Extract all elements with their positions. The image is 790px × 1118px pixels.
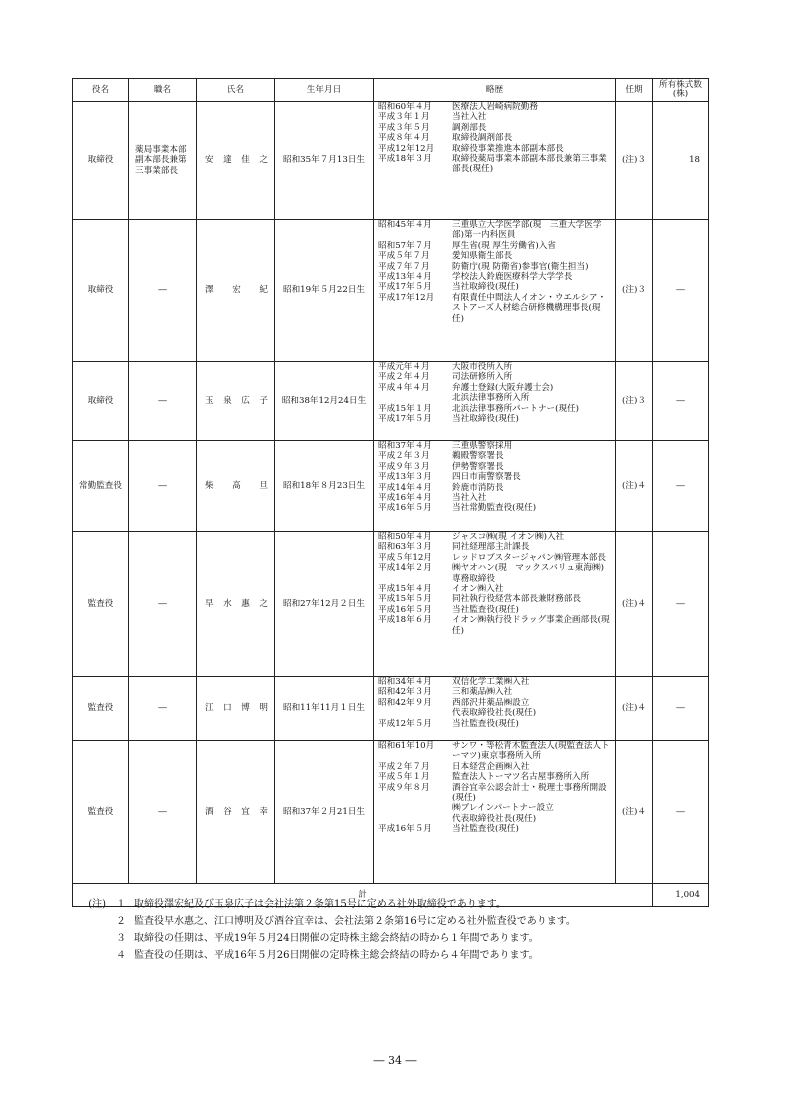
career-date: 平成２年７月 [378,761,430,772]
career-text: 当社監査役(現任) [452,604,519,615]
career-text: 弁護士登録(大阪弁護士会) [452,382,554,393]
table-row [73,362,709,441]
shares-cell: ― [653,220,709,362]
note-item [84,930,576,947]
career-date: 平成２年４月 [378,372,430,383]
name-char: 泉 [223,395,232,406]
career-entry [378,483,615,493]
career-entry [378,241,615,251]
career-text: 同社執行役経営本部長兼財務部長 [452,594,581,605]
career-date: 平成16年５月 [378,604,432,615]
career-text: 三重県警察採用 [452,441,513,451]
career-entry [378,698,615,708]
career-date: 昭和60年４月 [378,102,432,112]
title-cell: ― [129,741,197,884]
name-char: 博 [241,703,250,714]
career-entry [378,362,615,372]
career-text: 代表取締役社長(現任) [452,708,537,719]
career-entry [378,783,615,804]
header-birth: 生年月日 [275,79,374,102]
title-cell: ― [129,441,197,532]
career-date: 平成２年３月 [378,451,430,462]
career-text: 双信化学工業㈱入社 [452,677,530,687]
name-cell [197,220,275,362]
term-cell: (注)３ [616,102,653,220]
career-entry [378,719,615,729]
career-text: 取締役薬局事業本部副本部長兼第三事業部長(現任) [452,154,607,175]
career-date [378,803,452,813]
career-entry [378,472,615,482]
note-number: ２ [116,916,126,927]
note-item [84,947,576,964]
name-characters [197,599,274,609]
career-entry [378,542,615,552]
career-entry [378,772,615,782]
name-char: 達 [223,155,232,166]
name-characters [197,396,274,406]
career-text: 代表取締役社長(現任) [452,813,537,824]
career-text: ㈱ヤオハン(現 マックスバリュ東海㈱)専務取締役 [452,563,604,584]
name-characters [197,155,274,165]
career-text: 当社監査役(現任) [452,718,519,729]
career-date: 昭和37年４月 [378,441,432,451]
name-cell [197,362,275,441]
role-cell: 取締役 [73,102,129,220]
officers-table-wrapper [72,78,708,907]
note-text: 取締役の任期は、平成19年５月24日開催の定時株主総会終結の時から１年間であります。 [134,933,539,944]
career-text: 取締役事業推進本部副本部長 [452,143,564,154]
career-date: 昭和57年７月 [378,240,432,251]
name-char: 玉 [205,395,214,406]
career-text: ジャスコ㈱(現 イオン㈱)入社 [452,532,565,542]
name-char: 明 [259,703,268,714]
term-cell: (注)４ [616,441,653,532]
header-career: 略歴 [374,79,616,102]
career-date: 平成16年５月 [378,503,432,514]
career-text: 大阪市役所入所 [452,362,513,372]
career-entry [378,144,615,154]
career-date [378,708,452,718]
career-text: 日本経営企画㈱入社 [452,761,530,772]
career-entry [378,441,615,451]
career-date: 昭和42年３月 [378,687,432,698]
career-entry [378,762,615,772]
career-text: 当社監査役(現任) [452,824,519,835]
career-entry [378,282,615,292]
name-char: 酒 [205,806,214,817]
name-char: 谷 [223,806,232,817]
birth-cell: 昭和38年12月24日生 [275,362,374,441]
career-entry [378,553,615,563]
name-cell [197,741,275,884]
career-date: 昭和34年４月 [378,677,432,687]
career-entry [378,563,615,584]
header-name: 氏名 [197,79,275,102]
career-entry [378,803,615,813]
career-text: イオン㈱入社 [452,584,504,595]
shares-cell: ― [653,741,709,884]
term-cell: (注)３ [616,220,653,362]
career-entry [378,251,615,261]
title-cell: ― [129,677,197,741]
officers-table [72,78,709,907]
name-char: 之 [259,598,268,609]
career-entry [378,741,615,762]
note-item [84,913,576,930]
career-entry [378,503,615,513]
total-label: 計 [73,884,653,907]
title-cell: ― [129,362,197,441]
career-date: 平成16年４月 [378,493,432,504]
role-cell: 監査役 [73,532,129,677]
career-text: 取締役調剤部長 [452,133,513,144]
role-cell: 取締役 [73,220,129,362]
career-text: 有限責任中間法人イオン・ウエルシア・ストアーズ人材総合研修機構理事長(現任) [452,292,607,324]
career-text: 当社常勤監査役(現任) [452,503,537,514]
career-date: 平成12年12月 [378,143,435,154]
name-char: 安 [205,155,214,166]
career-entry [378,404,615,414]
career-date: 昭和42年９月 [378,697,432,708]
note-number: ３ [116,933,126,944]
role-cell: 監査役 [73,677,129,741]
role-cell: 常勤監査役 [73,441,129,532]
career-entry [378,112,615,122]
career-entry [378,615,615,636]
birth-cell: 昭和27年12月２日生 [275,532,374,677]
name-char: 佳 [241,155,250,166]
career-text: 三重県立大学医学部(現 三重大学医学部)第一内科医員 [452,220,602,241]
career-cell [374,102,616,220]
career-entry [378,154,615,175]
career-text: イオン㈱執行役ドラッグ事業企画部長(現任) [452,615,610,636]
career-cell [374,362,616,441]
career-text: 当社入社 [452,112,487,123]
name-characters [197,285,274,295]
career-date: 平成15年５月 [378,594,432,605]
career-date: 昭和61年10月 [378,741,435,751]
career-entry [378,708,615,718]
career-text: 当社取締役(現任) [452,414,519,425]
career-entry [378,262,615,272]
name-char: 子 [259,395,268,406]
table-row [73,102,709,220]
career-date: 平成14年４月 [378,482,432,493]
term-cell: (注)４ [616,677,653,741]
career-entry [378,462,615,472]
name-characters [197,481,274,491]
career-text: 北浜法律事務所パートナー(現任) [452,403,580,414]
total-shares: 1,004 [653,884,709,907]
career-text: 愛知県衛生部長 [452,251,513,262]
career-date: 昭和63年３月 [378,542,432,553]
career-date: 平成17年５月 [378,414,432,425]
note-text: 監査役早水惠之、江口博明及び酒谷宜幸は、会社法第２条第16号に定める社外監査役であります。 [134,916,576,927]
career-date: 平成４年４月 [378,382,430,393]
name-char: 髙 [232,480,241,491]
career-entry [378,677,615,687]
name-cell [197,677,275,741]
career-cell [374,220,616,362]
name-characters [197,703,274,713]
career-date: 昭和45年４月 [378,220,432,230]
career-text: サンワ・等松青木監査法人(現監査法人トーマツ)東京事務所入所 [452,741,610,762]
career-date: 昭和50年４月 [378,532,432,542]
name-char: 広 [241,395,250,406]
header-title: 職名 [129,79,197,102]
birth-cell: 昭和11年11月１日生 [275,677,374,741]
title-cell: ― [129,220,197,362]
note-text: 取締役澤宏紀及び玉泉広子は会社法第２条第15号に定める社外取締役であります。 [134,899,506,910]
career-entry [378,594,615,604]
career-text: 当社入社 [452,493,487,504]
header-term: 任期 [616,79,653,102]
career-date: 平成14年２月 [378,563,432,574]
career-entry [378,814,615,824]
career-date: 平成18年６月 [378,615,432,626]
career-text: 三和薬品㈱入社 [452,687,513,698]
term-cell: (注)３ [616,362,653,441]
career-date: 平成８年４月 [378,133,430,144]
career-entry [378,220,615,241]
table-row [73,441,709,532]
shares-cell: ― [653,532,709,677]
career-entry [378,451,615,461]
career-date: 平成元年４月 [378,362,430,372]
career-date: 平成９年３月 [378,461,430,472]
career-cell [374,441,616,532]
birth-cell: 昭和37年２月21日生 [275,741,374,884]
career-date: 平成３年５月 [378,122,430,133]
career-cell [374,677,616,741]
career-date: 平成７年７月 [378,261,430,272]
career-date: 平成16年５月 [378,824,432,835]
career-text: 医療法人岩崎病院勤務 [452,102,538,112]
name-char: 柴 [205,480,214,491]
role-cell: 監査役 [73,741,129,884]
name-cell [197,532,275,677]
career-entry [378,687,615,697]
table-row [73,220,709,362]
career-entry [378,383,615,393]
header-role: 役名 [73,79,129,102]
birth-cell: 昭和19年５月22日生 [275,220,374,362]
career-cell [374,741,616,884]
career-date: 平成18年３月 [378,154,432,165]
career-date: 平成９年８月 [378,782,430,793]
note-item [84,896,576,913]
name-char: 紀 [259,285,268,296]
career-text: 鵜殿警察署長 [452,451,504,462]
career-date: 平成13年４月 [378,272,432,283]
page-number: ― 34 ― [373,1054,417,1067]
career-date: 平成17年12月 [378,292,435,303]
name-char: 澤 [205,285,214,296]
career-date: 平成17年５月 [378,282,432,293]
shares-cell: 18 [653,102,709,220]
note-text: 監査役の任期は、平成16年５月26日開催の定時株主総会終結の時から４年間であります。 [134,950,539,961]
header-shares: 所有株式数 (株) [653,79,709,102]
table-row [73,532,709,677]
name-char: 宜 [241,806,250,817]
table-row [73,677,709,741]
shares-cell: ― [653,677,709,741]
career-cell [374,532,616,677]
career-date [378,814,452,824]
career-entry [378,293,615,324]
term-cell: (注)４ [616,741,653,884]
career-text: レッドロブスタージャパン㈱管理本部長 [452,552,606,563]
title-cell: 薬局事業本部副本部長兼第三事業部長 [129,102,197,220]
name-char: 旦 [259,480,268,491]
career-date: 平成15年４月 [378,584,432,595]
career-entry [378,605,615,615]
career-text: 四日市南警察署長 [452,472,521,483]
career-text: 北浜法律事務所入所 [452,393,530,404]
career-text: 厚生省(現 厚生労働省)入省 [452,240,556,251]
career-entry [378,123,615,133]
career-text: 調剤部長 [452,122,487,133]
career-entry [378,133,615,143]
career-date: 平成15年１月 [378,403,432,414]
career-date: 平成12年５月 [378,718,432,729]
career-text: 酒谷宜幸公認会計士・税理士事務所開設(現任) [452,782,607,804]
name-char: 口 [223,703,232,714]
career-date: 平成３年１月 [378,112,430,123]
name-char: 早 [205,598,214,609]
career-text: 西部沢井薬品㈱設立 [452,697,530,708]
table-header-row [73,79,709,102]
career-text: 防衛庁(現 防衛省)参事官(衛生担当) [452,261,589,272]
career-text: 伊勢警察署長 [452,461,504,472]
name-char: 惠 [241,598,250,609]
officers-table-body [73,102,709,884]
birth-cell: 昭和35年７月13日生 [275,102,374,220]
career-text: 同社経理部主計課長 [452,542,530,553]
birth-cell: 昭和18年８月23日生 [275,441,374,532]
name-cell [197,102,275,220]
note-number: (注) １ [88,899,126,910]
shares-cell: ― [653,441,709,532]
term-cell: (注)４ [616,532,653,677]
career-date: 平成５年７月 [378,251,430,262]
career-text: 鈴鹿市消防長 [452,482,504,493]
career-entry [378,414,615,424]
name-cell [197,441,275,532]
name-char: 宏 [232,285,241,296]
name-char: 之 [259,155,268,166]
career-entry [378,532,615,542]
name-char: 幸 [259,806,268,817]
career-text: ㈱ブレインパートナー設立 [452,803,554,814]
career-date: 平成13年３月 [378,472,432,483]
career-text: 司法研修所入所 [452,372,513,383]
career-date: 平成５年12月 [378,552,432,563]
career-text: 監査法人トーマツ名古屋事務所入所 [452,772,590,783]
career-text: 当社取締役(現任) [452,282,519,293]
table-row [73,741,709,884]
career-entry [378,393,615,403]
career-entry [378,372,615,382]
notes [84,896,576,964]
career-entry [378,824,615,834]
career-entry [378,493,615,503]
shares-cell: ― [653,362,709,441]
title-cell: ― [129,532,197,677]
career-text: 学校法人鈴鹿医療科学大学学長 [452,272,573,283]
role-cell: 取締役 [73,362,129,441]
name-characters [197,807,274,817]
career-entry [378,102,615,112]
career-date [378,393,452,403]
career-entry [378,272,615,282]
name-char: 水 [223,598,232,609]
career-entry [378,584,615,594]
note-number: ４ [116,950,126,961]
name-char: 江 [205,703,214,714]
career-date: 平成５年１月 [378,772,430,783]
